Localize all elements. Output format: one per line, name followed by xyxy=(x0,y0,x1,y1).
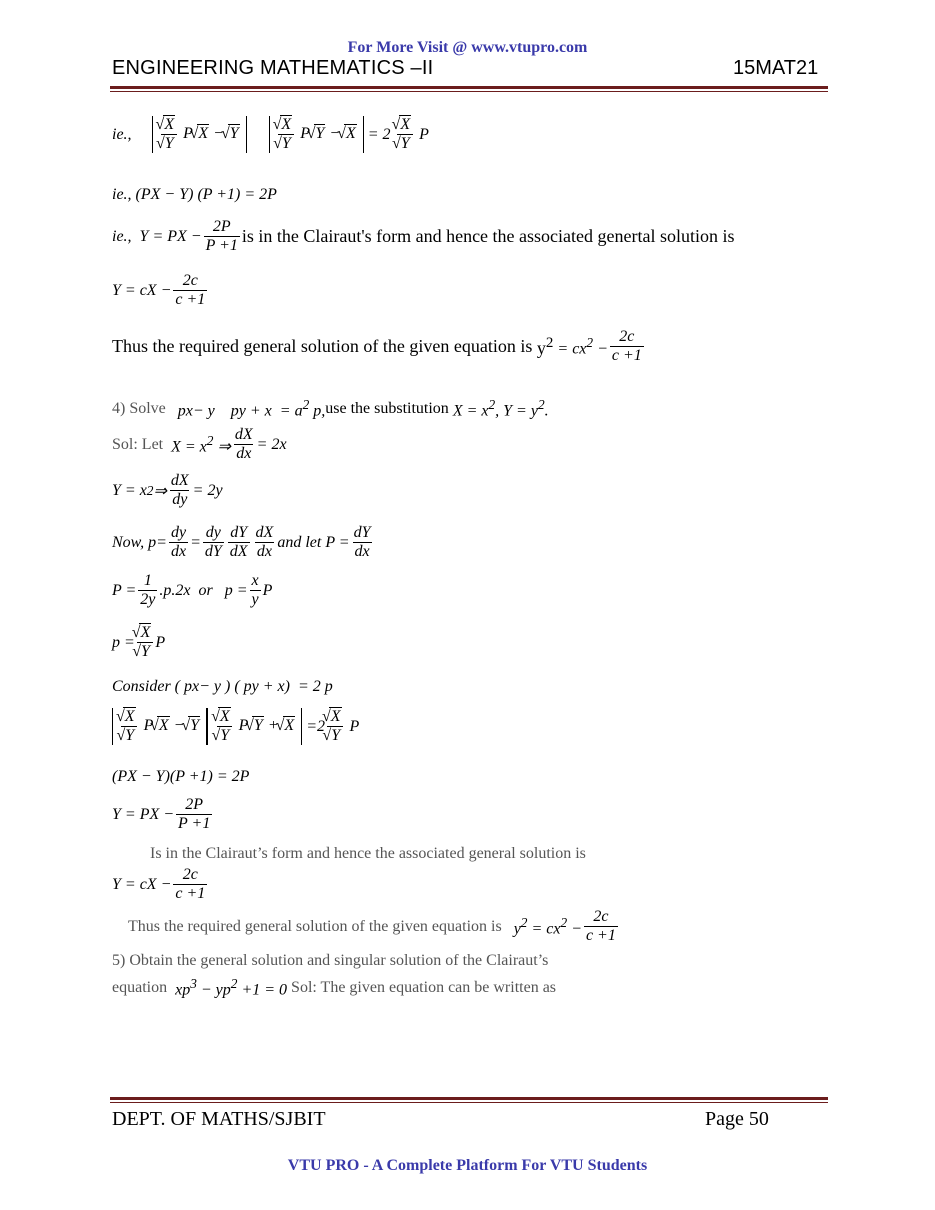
equation-consider: Consider ( px− y ) ( py + x) = 2 p xyxy=(112,678,333,695)
equation-ie-1: ie., √ X √ Y P √ X − √ Y √ X √ Y P √ Y − √ X = 2 √ X √ Y P xyxy=(112,116,429,153)
equation-ie-3: ie., Y = PX − $\frac{2P}{P +1}$ is in the Clairaut's form and hence the associated genertal solution is xyxy=(112,218,735,254)
bracket-2: √ X √ Y P √ Y − √ X xyxy=(269,116,364,153)
equation-bracket-2: √ X √ Y P √ X − √ Y √ X √ Y P √ Y + √ X =2 √ X √ Y P xyxy=(112,708,359,745)
question-4-sub: use the substitution xyxy=(325,399,449,417)
question-4-label: 4) Solve xyxy=(112,399,166,417)
header-rule-thin xyxy=(110,91,828,92)
header-code: 15MAT21 xyxy=(733,57,819,79)
clairaut-text-2: Is in the Clairaut’s form and hence the associated general solution is xyxy=(150,845,586,862)
question-5: 5) Obtain the general solution and singular solution of the Clairaut’s xyxy=(112,952,549,969)
consider-label: Consider xyxy=(112,678,171,695)
header-rule xyxy=(110,86,828,89)
page-number: Page 50 xyxy=(705,1108,769,1130)
equation-p: p = √ X √ Y P xyxy=(112,624,165,661)
top-banner[interactable]: For More Visit @ www.vtupro.com xyxy=(347,39,588,56)
equation-general-1: Y = cX − $\frac{2c}{c +1}$ xyxy=(112,272,206,308)
conclusion-1-text: Thus the required general solution of the given equation is xyxy=(112,336,533,356)
footer-rule-thin xyxy=(110,1102,828,1103)
equation-y: Y = x 2 ⇒ $\frac{dX}{dy}$ = 2y xyxy=(112,472,223,508)
equation-factored: (PX − Y)(P +1) = 2P xyxy=(112,768,250,785)
conclusion-2: Thus the required general solution of the given equation is $y^2 = cx^2$ − $\frac{2c}{c +1}$ xyxy=(128,908,616,944)
footer-dept: DEPT. OF MATHS/SJBIT xyxy=(112,1108,326,1130)
ie-label: ie., xyxy=(112,125,132,143)
question-5-equation: equation $xp^3 - yp^2 +1 = 0$ Sol: The given equation can be written as xyxy=(112,976,557,999)
sol-let-label: Sol: Let xyxy=(112,435,164,453)
clairaut-text-1: is in the Clairaut's form and hence the associated genertal solution is xyxy=(241,226,735,246)
q5-sol-text: Sol: The given equation can be written as xyxy=(291,978,557,996)
equation-general-2: Y = cX − $\frac{2c}{c +1}$ xyxy=(112,866,206,902)
footer-rule xyxy=(110,1097,828,1100)
footer-brand[interactable]: VTU PRO - A Complete Platform For VTU Students xyxy=(287,1157,648,1174)
equation-ie-2: ie., (PX − Y) (P +1) = 2P xyxy=(112,186,277,203)
sol-let: Sol: Let $X = x^2$ ⇒ $\frac{dX}{dx}$ = 2x xyxy=(112,426,287,462)
equation-now: Now, p= $\frac{dy}{dx}$ = $\frac{dy}{dY}$ $\frac{dY}{dX}$ $\frac{dX}{dx}$ and let P = $\frac{dY}{dx}$ xyxy=(112,524,371,560)
conclusion-2-text: Thus the required general solution of the given equation is xyxy=(128,917,502,935)
header-title: ENGINEERING MATHEMATICS –II xyxy=(112,57,434,79)
q5-equation-label: equation xyxy=(112,978,168,996)
conclusion-1: Thus the required general solution of the given equation is $y^2$ = $cx^2$ − $\frac{2c}{c +1}$ xyxy=(112,328,642,364)
question-4: 4) Solve px− y py + $x = a^2$ p, use the substitution $X = x^2$, $Y = y^2$. xyxy=(112,397,549,420)
equation-P: P = $\frac{1}{2y}$ .p.2x or p = $\frac{x}{y}$ P xyxy=(112,572,273,608)
bracket-1: √ X √ Y P √ X − √ Y xyxy=(152,116,247,153)
equation-clairaut-form: Y = PX − $\frac{2P}{P +1}$ xyxy=(112,796,211,832)
